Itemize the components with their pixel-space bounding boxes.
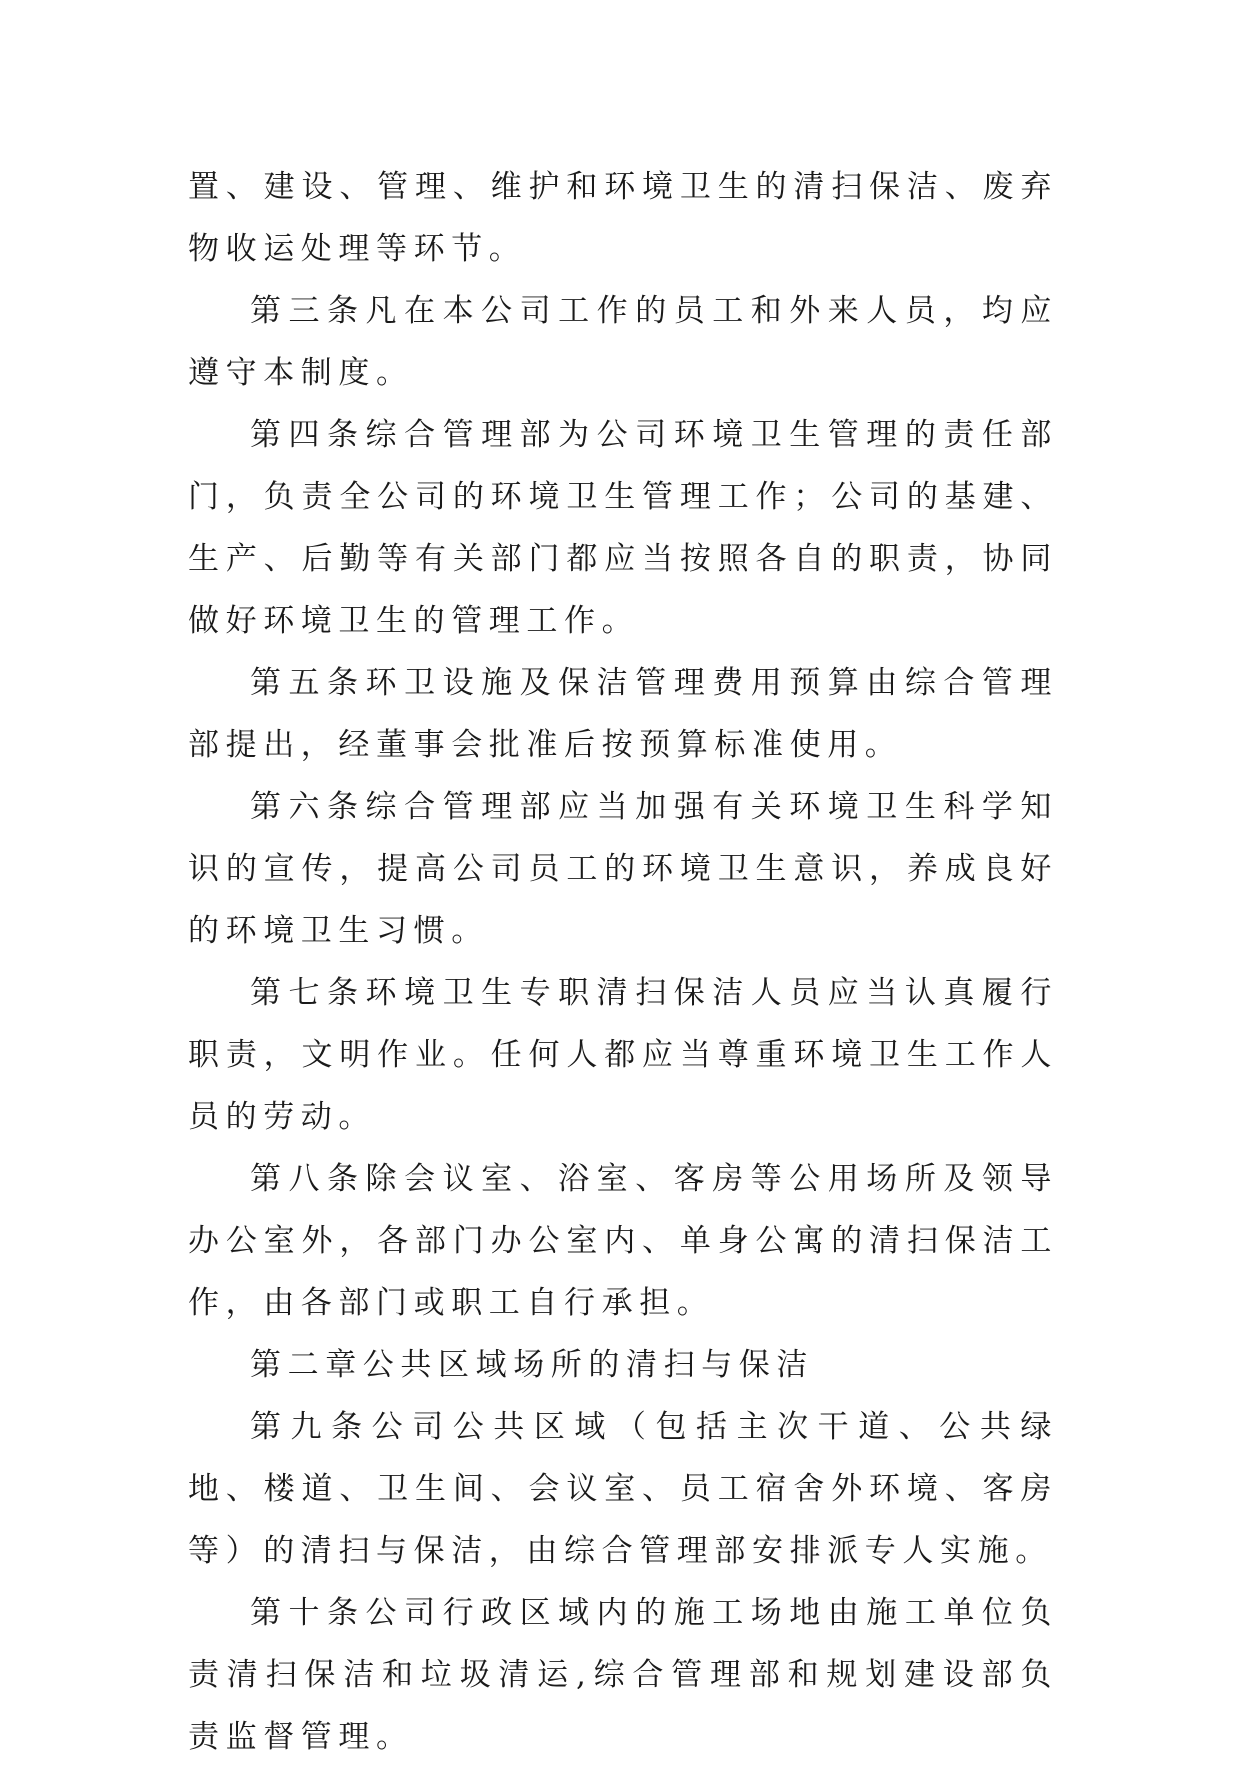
paragraph-article-4: 第四条综合管理部为公司环境卫生管理的责任部门，负责全公司的环境卫生管理工作；公司的基建、生产、后勤等有关部门都应当按照各自的职责，协同做好环境卫生的管理工作。 [188,417,1058,639]
paragraph-article-5: 第五条环卫设施及保洁管理费用预算由综合管理部提出，经董事会批准后按预算标准使用。 [188,665,1058,763]
paragraph-article-7: 第七条环境卫生专职清扫保洁人员应当认真履行职责，文明作业。任何人都应当尊重环境卫生工作人员的劳动。 [188,975,1058,1135]
paragraph-article-3: 第三条凡在本公司工作的员工和外来人员，均应遵守本制度。 [188,293,1058,391]
paragraph-continued: 置、建设、管理、维护和环境卫生的清扫保洁、废弃物收运处理等环节。 [188,169,1058,267]
paragraph-article-9: 第九条公司公共区域（包括主次干道、公共绿地、楼道、卫生间、会议室、员工宿舍外环境、客房等）的清扫与保洁，由综合管理部安排派专人实施。 [188,1409,1058,1569]
paragraph-article-8: 第八条除会议室、浴室、客房等公用场所及领导办公室外，各部门办公室内、单身公寓的清扫保洁工作，由各部门或职工自行承担。 [188,1161,1058,1321]
document-body [188,156,1058,1768]
paragraph-article-10: 第十条公司行政区域内的施工场地由施工单位负责清扫保洁和垃圾清运,综合管理部和规划建设部负责监督管理。 [188,1595,1058,1755]
chapter-heading: 第二章公共区域场所的清扫与保洁 [250,1347,814,1383]
paragraph-article-6: 第六条综合管理部应当加强有关环境卫生科学知识的宣传，提高公司员工的环境卫生意识，养成良好的环境卫生习惯。 [188,789,1058,949]
